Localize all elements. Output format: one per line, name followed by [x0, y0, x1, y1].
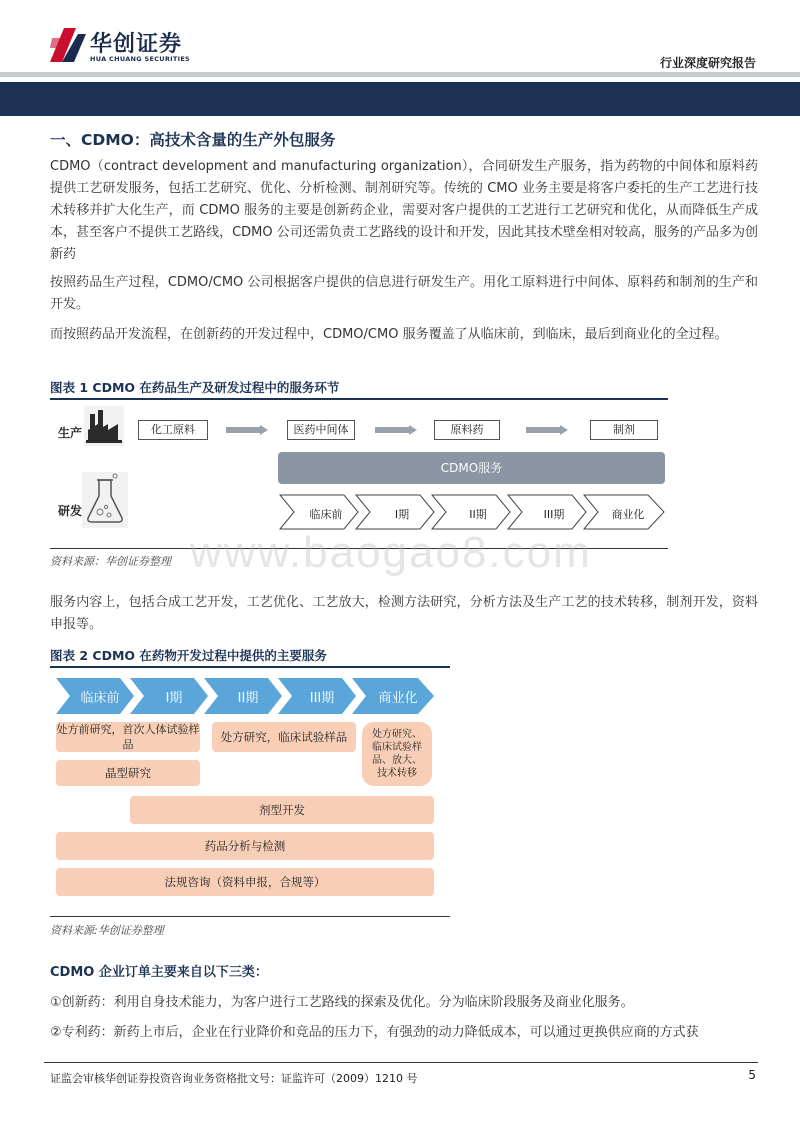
- rd-stage-label: I期: [394, 508, 410, 521]
- footer-rule: [44, 1062, 758, 1063]
- rd-stage-label: 商业化: [611, 508, 645, 521]
- header-divider: [0, 72, 800, 77]
- figure2-title: 图表 2 CDMO 在药物开发过程中提供的主要服务: [50, 648, 327, 663]
- paragraph-development-process: 而按照药品开发流程，在创新药的开发过程中，CDMO/CMO 服务覆盖了从临床前，到临床，最后到商业化的全过程。: [50, 327, 728, 342]
- stage-label: II期: [237, 691, 259, 706]
- header-band: [0, 82, 800, 116]
- service-box-preformulation: 处方前研究，首次人体试验样品: [56, 723, 200, 751]
- figure2-bottom-rule: [50, 916, 450, 917]
- figure1-source: 资料来源：华创证券整理: [50, 555, 171, 568]
- footer-license: 证监会审核华创证券投资咨询业务资格批文号：证监许可（2009）1210 号: [50, 1072, 418, 1085]
- arrow-icon: [226, 425, 268, 435]
- figure1-top-rule: [50, 398, 668, 400]
- rd-stage-label: 临床前: [309, 508, 343, 521]
- paragraph-cdmo-definition: CDMO（contract development and manufacturing organization），合同研发生产服务，指为药物的中间体和原料药提供工艺研发服务，包括工艺研究、优化、分析检测、制剂研究等。传统的 CMO 业务主要是将客户委托的生产工艺进行技术转移并扩大化生产，而 CDMO 服务的主要是创新药企业，需要对客户提供的工艺进行工艺研究和优化，从而降低生产成本，甚至客户不提供工艺路线，CDMO 公司还需负责工艺路线的设计和开发，因此其技术壁垒相对较高，服务的产品多为创新药: [50, 159, 758, 262]
- rd-stage-label: II期: [469, 508, 487, 521]
- logo-chinese-name: 华创证券: [90, 32, 183, 57]
- stage-label: III期: [309, 691, 335, 706]
- production-step-api: 原料药: [434, 420, 500, 440]
- figure2-top-rule: [50, 666, 450, 668]
- factory-icon: [84, 406, 124, 446]
- logo-english-name: HUA CHUANG SECURITIES: [90, 55, 191, 63]
- production-step-intermediate: 医药中间体: [287, 420, 355, 440]
- production-step-formulation: 制剂: [590, 420, 658, 440]
- arrow-icon: [526, 425, 568, 435]
- paragraph-patent-drugs: ②专利药：新药上市后，企业在行业降价和竞品的压力下，有强劲的动力降低成本，可以通过更换供应商的方式获: [50, 1025, 699, 1040]
- service-box-clinical: 处方研究，临床试验样品: [212, 722, 356, 752]
- cdmo-service-band: CDMO服务: [278, 452, 665, 484]
- paragraph-production-process: 按照药品生产过程，CDMO/CMO 公司根据客户提供的信息进行研发生产。用化工原料进行中间体、原料药和制剂的生产和开发。: [50, 275, 758, 312]
- rd-stage-label: III期: [543, 508, 565, 521]
- row-label-rd: 研发: [58, 504, 83, 518]
- report-type-label: 行业深度研究报告: [659, 56, 756, 70]
- stage-label: 临床前: [80, 691, 120, 706]
- production-step-chemical: 化工原料: [138, 420, 208, 440]
- orders-heading: CDMO 企业订单主要来自以下三类：: [50, 965, 268, 980]
- figure2-source: 资料来源:华创证券整理: [50, 924, 164, 937]
- service-box-formulation: 剂型开发: [130, 796, 434, 824]
- watermark: www.baogao8.com: [190, 528, 592, 577]
- company-logo: [50, 24, 200, 68]
- section-title: 一、CDMO：高技术含量的生产外包服务: [50, 131, 336, 149]
- logo-mark-icon: [50, 28, 86, 62]
- service-box-commercial: 处方研究、临床试验样品、放大、技术转移: [362, 722, 432, 786]
- flask-icon: [82, 472, 128, 528]
- row-label-production: 生产: [58, 426, 83, 440]
- stage-label: 商业化: [378, 691, 418, 706]
- stage-label: I期: [165, 691, 183, 706]
- paragraph-service-content: 服务内容上，包括合成工艺开发，工艺优化、工艺放大，检测方法研究，分析方法及生产工艺的技术转移，制剂开发，资料申报等。: [50, 595, 758, 632]
- page-number: 5: [748, 1068, 756, 1082]
- paragraph-innovative-drugs: ①创新药：利用自身技术能力，为客户进行工艺路线的探索及优化。分为临床阶段服务及商业化服务。: [50, 995, 634, 1010]
- service-box-regulatory: 法规咨询（资料申报，合规等）: [56, 868, 434, 896]
- service-box-analysis: 药品分析与检测: [56, 832, 434, 860]
- service-box-crystal: 晶型研究: [56, 760, 200, 786]
- arrow-icon: [375, 425, 417, 435]
- figure1-title: 图表 1 CDMO 在药品生产及研发过程中的服务环节: [50, 380, 340, 395]
